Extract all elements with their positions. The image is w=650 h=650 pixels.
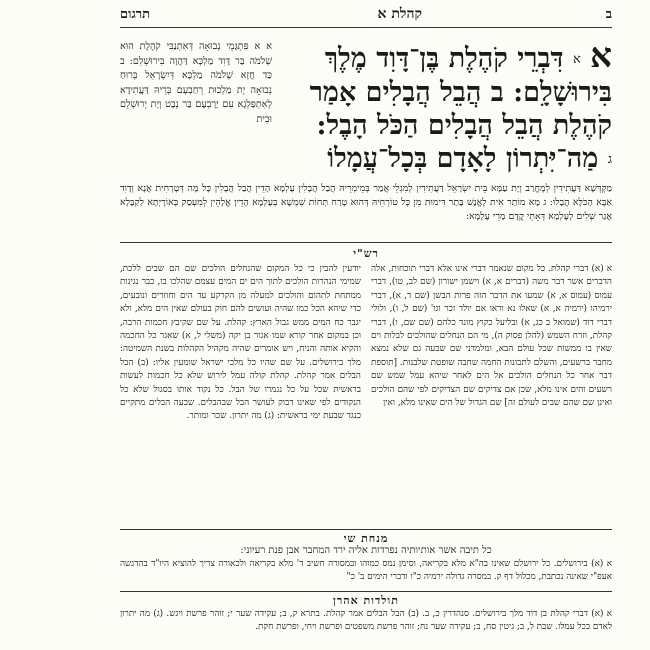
verse-number: א <box>572 52 581 67</box>
verse-line <box>277 109 612 142</box>
page-header <box>120 4 612 26</box>
verse-text: קֹהֶלֶת הֲבֵל הֲבָלִים הַכֹּל הָבֶל: <box>316 110 612 141</box>
minchat-shai-title: מנחת שי <box>343 532 389 545</box>
minchat-divider <box>120 591 612 592</box>
toldot-aharon-title: תולדות אהרן <box>333 594 399 607</box>
verse-line <box>277 76 612 109</box>
verse-block <box>277 40 612 180</box>
chapter-letter: א <box>590 40 612 76</box>
minchat-shai-intro: כל תיבה אשר אותיותיה נפרדות אליה ירד המחבר אבן פנת רעיוני: <box>240 545 492 556</box>
page-letter: ב <box>605 7 612 22</box>
targum-column-label: תרגום <box>120 7 151 22</box>
verse-number: ג <box>607 152 612 167</box>
verse-line <box>277 142 612 176</box>
verse-text: מַה־יִּתְרוֹן לָאָדָם בְּכָל־עֲמָלוֹ <box>327 143 599 174</box>
verse-text: דִּבְרֵי קֹהֶלֶת בֶּן־דָּוִד מֶלֶךְ <box>324 43 564 74</box>
targum-divider <box>120 242 612 243</box>
rashi-title: רש"י <box>353 247 379 260</box>
targum-full-text: מַקְדְּשָׁא דַּעֲתִידִין לְמֶחֱרַב וְיָת עַמָּא בֵּית יִשְׂרָאֵל דַּעֲתִידִין לְמִגְלֵי אֲמַר בְּמֵימְרֵיהּ הֲבַל הֲבָלִין עָלְמָא הָדֵין הֲבַל הֲבָלִין כָּל מָה דְּטָרְחִית אֲנָא וְדָוִד אַבָּא הָכֹּלָּא הֲבָלוּ: ג מָא מוֹתַר אִית לֶאֱנָשׁ בָּתַר דִּימוּת מִן כָּל טוֹרְחֵיהּ דְּהוּא טָרַח תְּחוֹת שִׁמְשָׁא בְּעָלְמָא הָדֵין אֱלָהֵין לְמִעְסַק בְּאוֹרָיְתָא לְקַבָּלָא אֲגַר שְׁלִים לְעָלְמָא דְּאָתֵי קֳדָם מָרֵי עָלְמָא: <box>120 183 612 223</box>
book-title: קהלת א <box>377 6 422 22</box>
rashi-divider <box>120 529 612 530</box>
header-divider <box>120 27 612 28</box>
targum-side-text: א א פִּתְגָּמֵי נְבוּאָה דְּאִתְנַבִּי קֹהֶלֶת הוּא שְׁלֹמֹה בַּר דָּוִד מַלְכָּא דַּהֲוָה בִּירוּשְׁלֵם: ב כַּד חֲזָא שְׁלֹמֹה מַלְכָּא דְּיִשְׂרָאֵל בְּרוּחַ נְבוּאָה יָת מַלְכוּת רְחַבְעָם בְּרֵיהּ דַּעֲתִידָא לְאִתְפַּלְגָא עִם יָרָבְעָם בַּר נְבָט וְיָת יְרוּשְׁלֵם וּבֵית <box>120 41 272 125</box>
rashi-column-right: א (א) דברי קהלת. כל מקום שנאמר דברי אינו אלא דברי תוכחות, אלה הדברים אשר דבר משה (דברים א, א) וישמן ישורון (שם לב, טו), דברי עמוס (עמוס א, א) שמעו את הדבר הזה פרות הבשן (שם ד, א), דברי ירמיהו (ירמיה א, א) שאלו נא וראו אם יולד זכר וגו' (שם ל, ו), ולולי דברי דוד (שמואל ב כג, א) ובליעל כקוץ מונד כלהם (שם שם, ו), דברי קהלת, וזרח השמש (להלן פסוק ה), מי הם הנחלים שהולכים לבלות וים שאין בו ממשות שכל עולם הבא, ומלמדני שם שבעה גם שלא נמצא מחבר ברשעים, והשלם לתבונות החמה שחבה שופטת שלבנות. [תוספת דבר אחר כל הנחלים הולכים אל הים לאחר שיהא עמל שמש שם רשעים והים אינו מלא, שכן אם צדיקים שם הצדיקים לפי שהם הולכים ואינן שם שהם שבים לעולם זה] שם הגדול של הים שאינו מלא, ואין <box>371 264 612 409</box>
toldot-aharon-text: א (א) דברי קהלת בן דוד מלך בירושלים. סנהדרין כ, ב. (ב) הבל הבלים אמר קהלת. בתרא ק, ב; עקידה שער י; זוהר פרשת ויגש. (ג) מה יתרון לאדם בכל עמלו. שבת ל, ב; גיטין סח, ב; עקידה שער נח; זוהר פרשת משפטים ופרשת ויחי, ופרשת חקת. <box>120 609 612 632</box>
rashi-commentary <box>120 263 612 525</box>
verse-line <box>277 40 612 76</box>
verse-text: בִּירוּשָׁלִָם: ב הֲבֵל הֲבָלִים אָמַר <box>309 77 612 108</box>
minchat-shai-text: א (א) בירושלים. כל ירושלם שאינו בה"א מלא בקריאה, וסימן נמס כמוהו ובמסורה חשיב ד' מלא בקריאה ולכאורה צריך להוציא היו"ד בהדגשה אעפ"י שאינה נכתבת, מכלול דף ק. במסרה גדולה ירמיה כ"ו ודברי הימים ב' כ" <box>120 559 612 582</box>
rashi-column-left: יודעין להבין כי כל המקום שהנחלים הולכים שם הם שבים ללכת, שמימי הנהרות הולכים לתוך הים ים המים עצמם שהלכו בו, כבר נגינות ממתחת לתהום והולכים למעלה מן הקרקע עד הים וחוזרים ונובעים, כדי שיהא הכל כמו שהיה ועושים להם חוק בעולם שאין הים מלא, ולא יגבר כח המים ממש גבול הארץ: קהלת. על שם שקיבץ חכמות הרבה, וכן במקום אחר קורא שמו אגור בן יקה (משלי ל, א) שאגר כל החכמה והקיא אותה והניח, ויש אומרים שהיה מקהיל הקהלות בשנת השמיטה: מלך בירושלים. על שם שהיו כל מלכי ישראל שומעין אליו: (ב) הבל הבלים אמר קהלת. קהלת קולה עמל לירוש שלא כל חכמות לעשות בראשית שכל על כל נגמרו של הבל. כל נקוד אותו בסגול שלא כל הנקודים לפי שאינו דבוק לעושר הבל שבהבלים. שבעה הבלים מתקיים כנגד שבעת ימי בראשית: (ג) מה יתרון. שכר ומותר. <box>120 264 361 422</box>
